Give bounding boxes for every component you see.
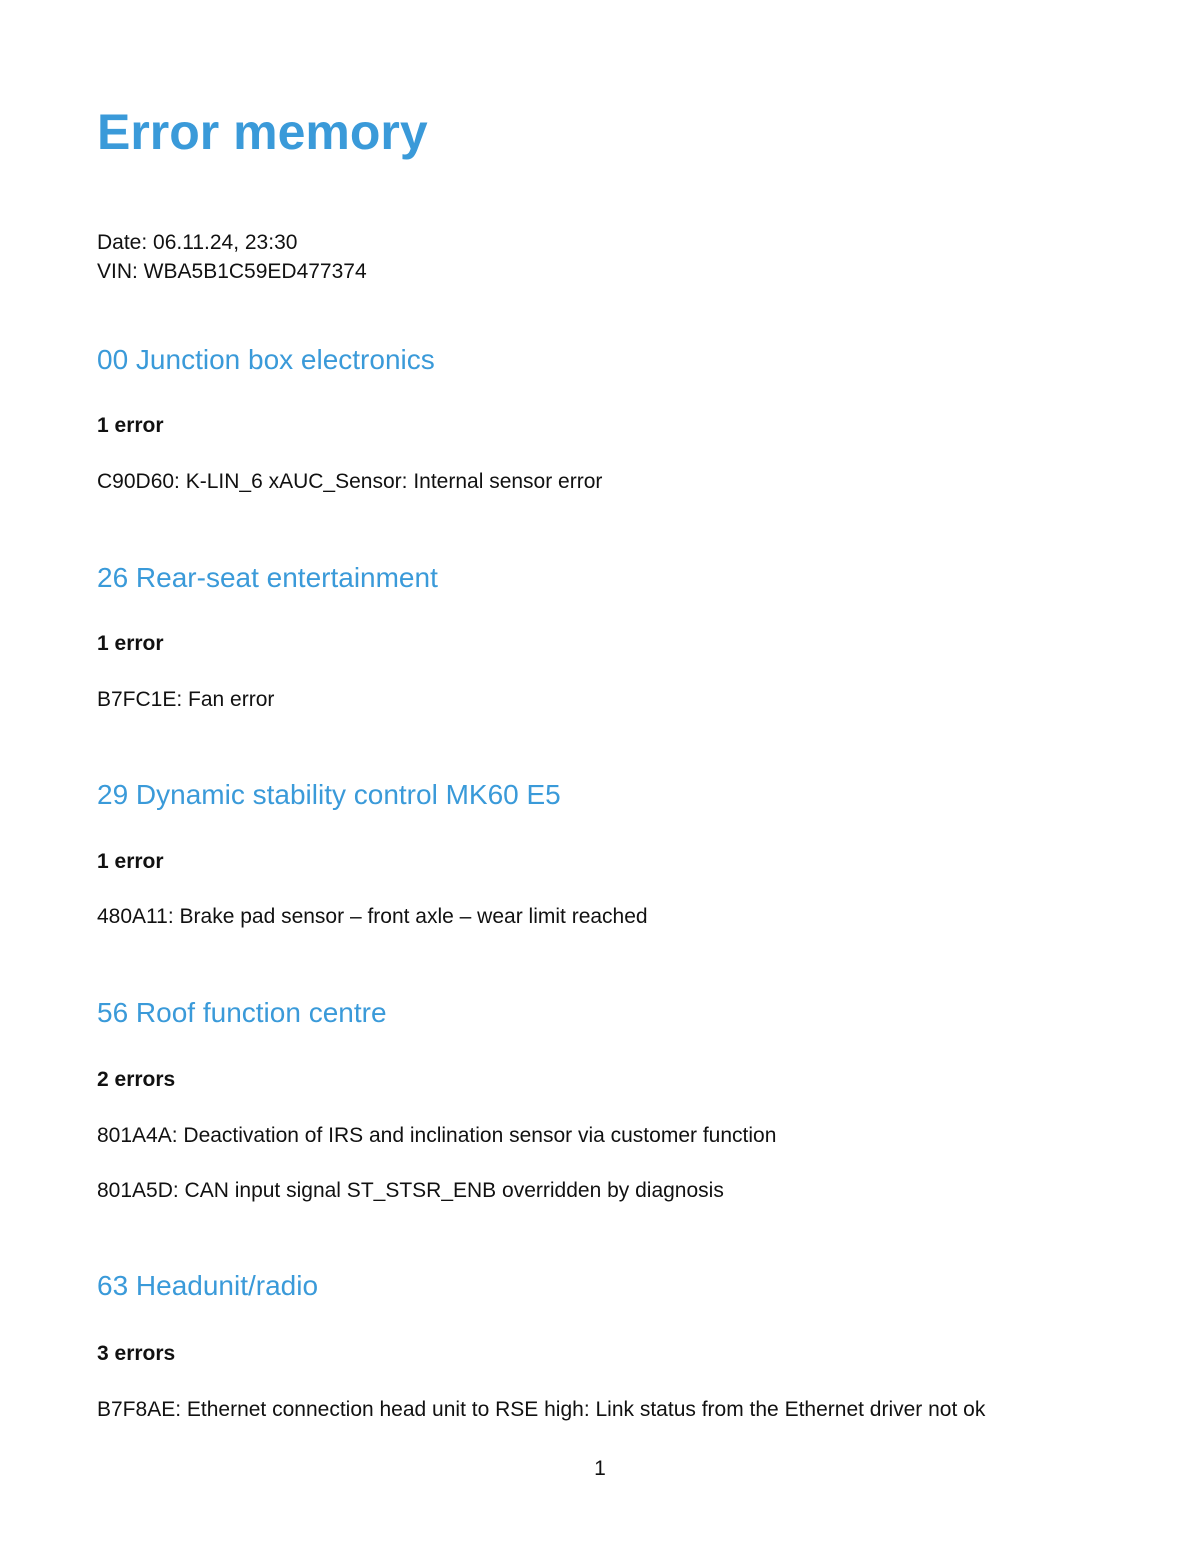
error-entry: B7F8AE: Ethernet connection head unit to RSE high: Link status from the Ethernet driver not ok xyxy=(97,1398,986,1421)
date-line: Date: 06.11.24, 23:30 xyxy=(97,231,298,254)
page-number: 1 xyxy=(594,1457,606,1480)
section-title-junction-box: 00 Junction box electronics xyxy=(97,344,435,375)
error-entry: 480A11: Brake pad sensor – front axle – wear limit reached xyxy=(97,905,648,928)
error-count: 3 errors xyxy=(97,1342,176,1365)
section-title-dynamic-stability-control: 29 Dynamic stability control MK60 E5 xyxy=(97,779,561,810)
section-title-roof-function-centre: 56 Roof function centre xyxy=(97,997,387,1028)
vin-line: VIN: WBA5B1C59ED477374 xyxy=(97,260,367,283)
error-count: 1 error xyxy=(97,414,164,437)
error-count: 1 error xyxy=(97,850,164,873)
error-entry: C90D60: K-LIN_6 xAUC_Sensor: Internal sensor error xyxy=(97,470,603,493)
document-title: Error memory xyxy=(97,104,428,160)
section-title-rear-seat-entertainment: 26 Rear-seat entertainment xyxy=(97,562,438,593)
error-count: 1 error xyxy=(97,632,164,655)
section-title-headunit-radio: 63 Headunit/radio xyxy=(97,1270,319,1301)
error-count: 2 errors xyxy=(97,1068,176,1091)
error-entry: 801A4A: Deactivation of IRS and inclination sensor via customer function xyxy=(97,1124,777,1147)
error-entry: 801A5D: CAN input signal ST_STSR_ENB overridden by diagnosis xyxy=(97,1179,724,1202)
error-entry: B7FC1E: Fan error xyxy=(97,688,275,711)
